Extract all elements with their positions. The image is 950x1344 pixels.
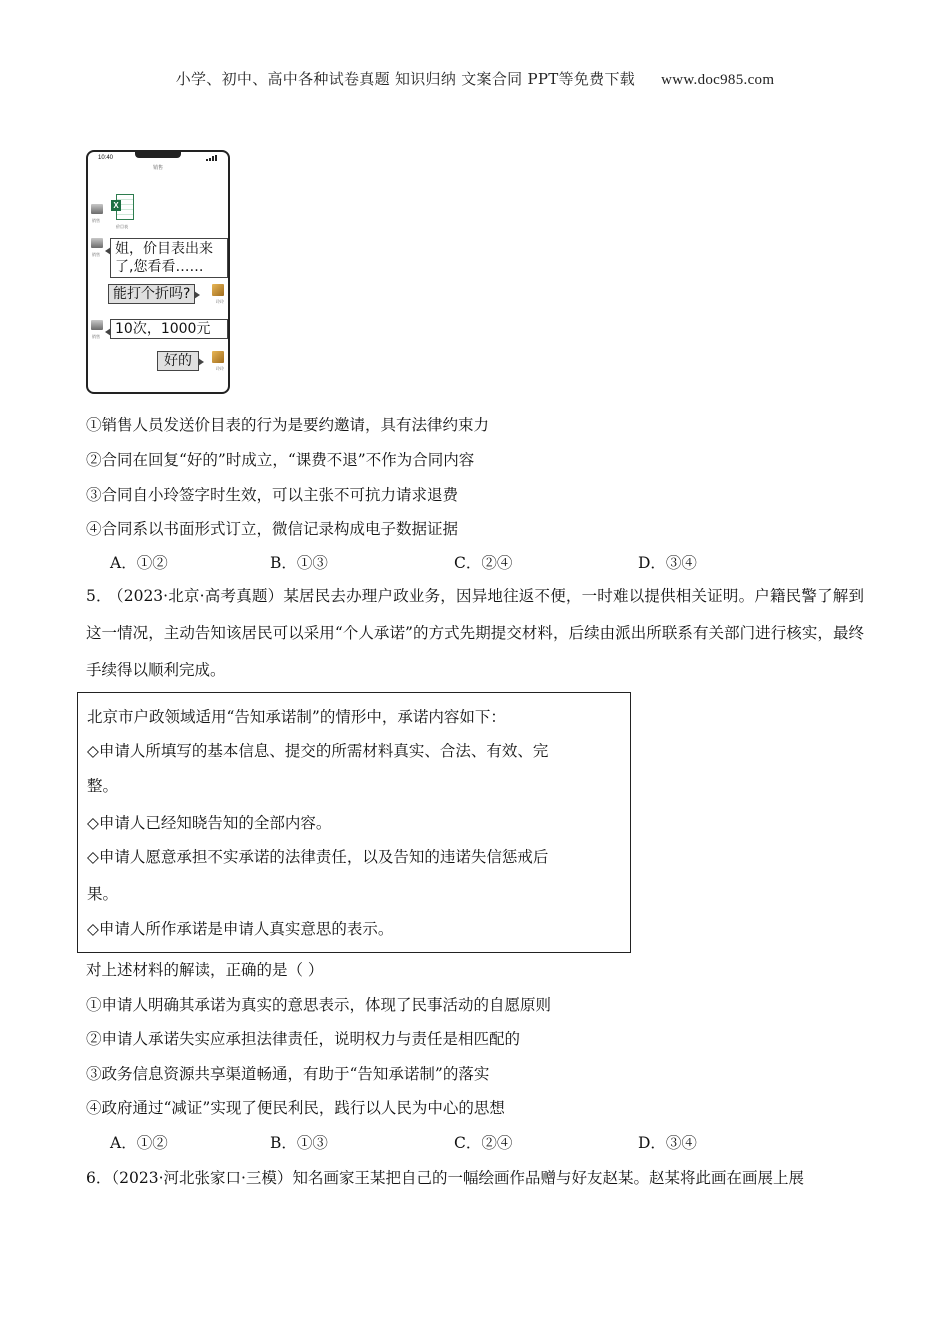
q5-box-point-3: ◇申请人愿意承担不实承诺的法律责任，以及告知的违诺失信惩戒后 bbox=[87, 848, 549, 866]
chat-bubble-incoming: 姐，价目表出来 了,您看看…… bbox=[110, 238, 228, 278]
q4-option-b: B．①③ bbox=[270, 554, 328, 572]
chat-bubble-outgoing: 能打个折吗? bbox=[108, 284, 195, 304]
chat-bubble-outgoing: 好的 bbox=[157, 351, 199, 371]
q4-item-1: ①销售人员发送价目表的行为是要约邀请，具有法律约束力 bbox=[86, 416, 490, 434]
page-header bbox=[0, 68, 950, 89]
q5-item-2: ②申请人承诺失实应承担法律责任，说明权力与责任是相匹配的 bbox=[86, 1030, 521, 1048]
q5-number: 5． bbox=[86, 587, 112, 605]
header-text: 小学、初中、高中各种试卷真题 知识归纳 文案合同 PPT等免费下载 bbox=[175, 70, 636, 88]
phone-notch bbox=[135, 151, 181, 158]
excel-file-icon: X bbox=[111, 194, 133, 220]
user-avatar-icon bbox=[212, 284, 224, 296]
q5-stem-text: 某居民去办理户政业务，因异地往返不便，一时难以提供相关证明。户籍民警了解到这一情况，主动告知该居民可以采用“个人承诺”的方式先期提交材料，后续由派出所联系有关部门进行核实，最终手续得以顺利完成。 bbox=[86, 587, 864, 679]
q5-source: （2023·北京·高考真题） bbox=[115, 587, 284, 605]
q5-item-1: ①申请人明确其承诺为真实的意思表示，体现了民事活动的自愿原则 bbox=[86, 996, 552, 1014]
chat-contact-name: 销售 bbox=[152, 165, 163, 171]
sales-avatar-icon bbox=[91, 320, 103, 330]
header-site[interactable]: www.doc985.com bbox=[661, 72, 775, 88]
q6-stem bbox=[86, 1166, 804, 1188]
q5-item-4: ④政府通过“减证”实现了便民利民，践行以人民为中心的思想 bbox=[86, 1099, 505, 1117]
user-name: 玲玲 bbox=[216, 366, 224, 371]
q4-option-c: C．②④ bbox=[454, 554, 513, 572]
sales-avatar-icon bbox=[91, 238, 103, 248]
q5-option-c: C．②④ bbox=[454, 1134, 513, 1152]
q5-box-point-3-cont: 果。 bbox=[87, 885, 119, 903]
q5-box-point-2: ◇申请人已经知晓告知的全部内容。 bbox=[87, 814, 332, 832]
q5-box-point-4: ◇申请人所作承诺是申请人真实意思的表示。 bbox=[87, 920, 394, 938]
q5-option-a: A．①② bbox=[110, 1134, 168, 1152]
q5-option-b: B．①③ bbox=[270, 1134, 328, 1152]
q5-material-box bbox=[77, 692, 631, 953]
phone-time: 10:40 bbox=[98, 155, 114, 161]
q4-item-2: ②合同在回复“好的”时成立，“课费不退”不作为合同内容 bbox=[86, 451, 475, 469]
q5-stem bbox=[86, 578, 864, 689]
q6-number: 6． bbox=[86, 1169, 112, 1187]
signal-icon bbox=[206, 155, 218, 161]
sales-name: 销售 bbox=[92, 252, 100, 257]
q5-box-point-1-cont: 整。 bbox=[87, 777, 119, 795]
q6-source: （2023·河北张家口·三模） bbox=[111, 1169, 293, 1187]
excel-file-caption: 价目表 bbox=[116, 224, 128, 229]
q5-item-3: ③政务信息资源共享渠道畅通，有助于“告知承诺制”的落实 bbox=[86, 1065, 490, 1083]
q5-box-point-1: ◇申请人所填写的基本信息、提交的所需材料真实、合法、有效、完 bbox=[87, 742, 549, 760]
q4-option-a: A．①② bbox=[110, 554, 168, 572]
q4-item-4: ④合同系以书面形式订立，微信记录构成电子数据证据 bbox=[86, 520, 459, 538]
q5-box-intro: 北京市户政领域适用“告知承诺制”的情形中，承诺内容如下： bbox=[87, 708, 506, 726]
user-name: 玲玲 bbox=[216, 299, 224, 304]
q4-item-3: ③合同自小玲签字时生效，可以主张不可抗力请求退费 bbox=[86, 486, 459, 504]
q5-option-d: D．③④ bbox=[638, 1134, 697, 1152]
chat-bubble-incoming: 10次，1000元 bbox=[110, 319, 228, 339]
sales-name: 销售 bbox=[92, 334, 100, 339]
sales-name: 销售 bbox=[92, 218, 100, 223]
phone-chat-illustration bbox=[86, 150, 230, 394]
q4-option-d: D．③④ bbox=[638, 554, 697, 572]
user-avatar-icon bbox=[212, 351, 224, 363]
sales-avatar-icon bbox=[91, 204, 103, 214]
q5-question: 对上述材料的解读，正确的是（ ） bbox=[86, 961, 324, 979]
q6-stem-text: 知名画家王某把自己的一幅绘画作品赠与好友赵某。赵某将此画在画展上展 bbox=[292, 1169, 804, 1187]
